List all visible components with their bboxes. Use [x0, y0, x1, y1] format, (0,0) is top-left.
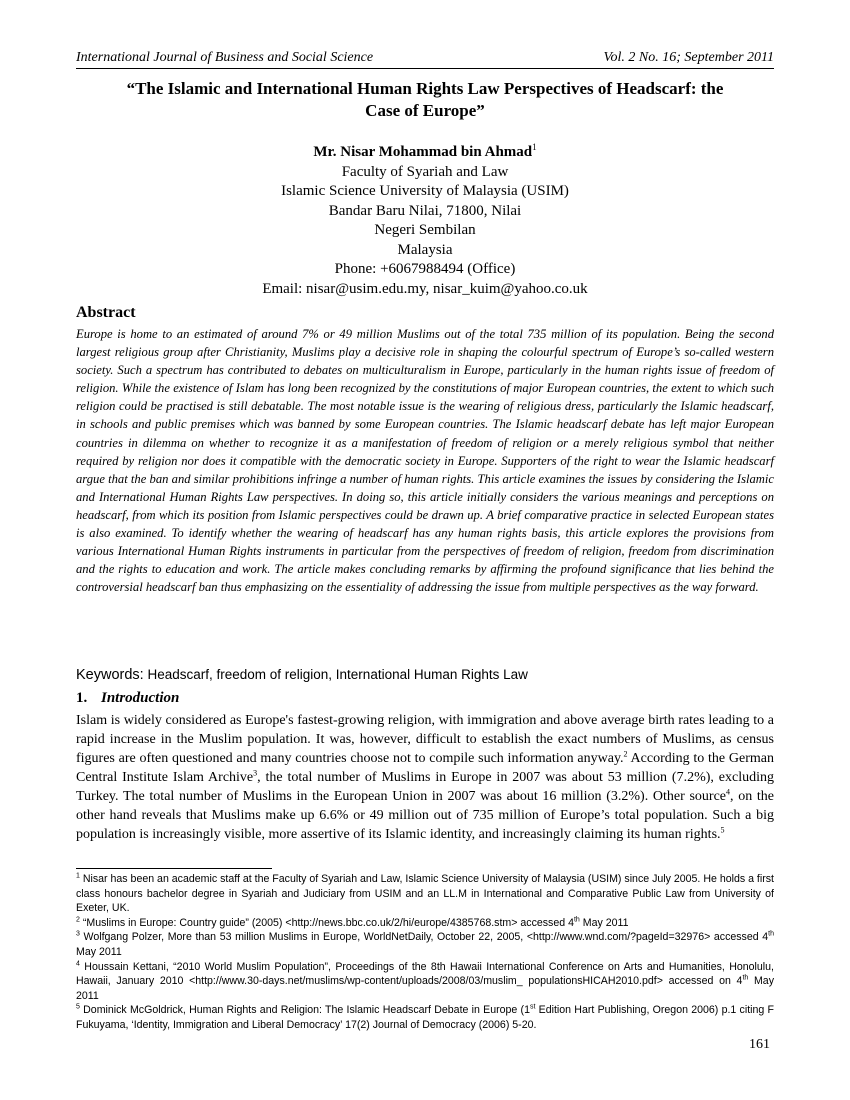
footnote-ref-5: 5	[720, 825, 725, 835]
footnote-mark-3: 3	[76, 930, 80, 938]
affiliation-faculty: Faculty of Syariah and Law	[341, 163, 509, 180]
title-line-2: Case of Europe”	[365, 101, 485, 120]
footnote-text-1: Nisar has been an academic staff at the Faculty of Syariah and Law, Islamic Science University of Malaysia (USIM) since July 2005. He holds a first class honours bachelor degree in Syariah and Judiciary from USIM and an LL.M in International and Comparative Public Law from University of Exeter, UK.	[76, 873, 774, 915]
affiliation-state: Negeri Sembilan	[374, 222, 476, 238]
affiliation-country: Malaysia	[397, 241, 453, 258]
affiliation-university: Islamic Science University of Malaysia (USIM)	[281, 183, 569, 199]
footnote-divider	[76, 868, 272, 869]
footnote-5	[76, 1003, 774, 1032]
section-number: 1.	[76, 690, 88, 706]
footnote-mark-5: 5	[76, 1003, 80, 1011]
footnote-mark-4: 4	[76, 960, 80, 968]
author-email: Email: nisar@usim.edu.my, nisar_kuim@yahoo.co.uk	[262, 280, 588, 297]
intro-text-2: According to the German Central Institute Islam Archive	[76, 751, 774, 785]
section-title: Introduction	[101, 690, 180, 706]
page-number: 161	[749, 1037, 770, 1052]
footnote-1	[76, 872, 774, 916]
footnote-mark-1: 1	[76, 872, 80, 880]
footnotes	[76, 872, 774, 1033]
footnote-text-3a: Wolfgang Polzer, More than 53 million Muslims in Europe, WorldNetDaily, October 22, 2005, <http://www.wnd.com/?pageId=32976> accessed 4	[79, 931, 769, 944]
section-heading-introduction	[76, 688, 179, 708]
abstract-heading: Abstract	[76, 304, 136, 321]
footnote-text-2b: May 2011	[579, 916, 629, 929]
author-phone: Phone: +6067988494 (Office)	[334, 261, 516, 277]
intro-text-3: , the total number of Muslims in Europe in 2007 was about 53 million (7.2%), excluding Turkey. The total number of Muslims in the European Union in 2007 was about 16 million (3.2%). Other source	[76, 770, 774, 804]
footnote-text-4b: May 2011	[76, 975, 774, 1002]
author-name-line	[76, 138, 774, 163]
journal-name: International Journal of Business and Social Science	[76, 50, 374, 65]
affiliation-address: Bandar Baru Nilai, 71800, Nilai	[328, 202, 522, 219]
keywords-text: Headscarf, freedom of religion, International Human Rights Law	[143, 667, 528, 682]
introduction-body	[76, 711, 774, 844]
intro-text-1: Islam is widely considered as Europe's fastest-growing religion, with immigration and above average birth rates leading to a rapid increase in the Muslim population. It was, however, difficult to establish the exact numbers of Muslims, as census figures are often questioned and many countries choose not to compile such information anyway.	[76, 713, 774, 766]
intro-text-4: , on the other hand reveals that Muslims make up 6.6% or 49 million out of 735 million of Europe’s total population. Such a big population is increasingly visible, more assertive of its Islamic identity, and increasingly claiming its human rights.	[76, 789, 774, 842]
footnote-text-4a: Houssain Kettani, “2010 World Muslim Population”, Proceedings of the 8th Hawaii International Conference on Arts and Humanities, Honolulu, Hawaii, January 2010 <http://www.30-days.net/muslims/wp-content/uploads/2008/03/muslim_ populationsHICAH2010.pdf> accessed on 4	[76, 960, 774, 988]
footnote-text-3b: May 2011	[76, 945, 122, 958]
footnote-ordinal-2: th	[573, 916, 580, 924]
footnote-text-5a: Dominick McGoldrick, Human Rights and Religion: The Islamic Headscarf Debate in Europe (1	[79, 1004, 530, 1017]
abstract-text: Europe is home to an estimated of around 7% or 49 million Muslims out of the total 735 million of its population. Being the second largest religious group after Christianity, Muslims play a decisive role in shaping the colourful spectrum of Europe’s so-called western society. Such a spectrum has contributed to debates on multiculturalism in Europe, particularly in the human rights issue of freedom of religion. While the existence of Islam has long been recognized by the constitutions of major European countries, the extent to which such religion could be practised is still debatable. The most notable issue is the wearing of religious dress, particularly the Islamic headscarf, in schools and public premises which was banned by some European countries. The Islamic headscarf debate has left major European countries in dilemma on whether to recognize it as a manifestation of freedom of religion or a merely religious symbol that neither required by religion nor does it compatible with the democratic society in Europe. Supporters of the right to wear the Islamic headscarf argue that the ban and similar prohibitions infringe a number of human rights. This article examines the issues by considering the Islamic and International Human Rights Law perspectives. In doing so, this article initially considers the various meanings and perceptions on headscarf, from which its position from Islamic perspectives could be drawn up. A brief comparative practice in selected European states is also examined. To identify whether the wearing of headscarf has any human rights basis, this article explores the provisions from various International Human Rights instruments in particular from the perspectives of freedom of religion, freedom from discrimination and the rights to education and work. The article makes concluding remarks by affirming the profound significance that lies behind the controversial headscarf ban thus emphasizing on the essentiality of addressing the issue from multiple perspectives as the way forward.	[76, 327, 774, 595]
keywords-line	[76, 665, 774, 685]
title-line-1: “The Islamic and International Human Rights Law Perspectives of Headscarf: the	[126, 79, 724, 98]
header-divider	[76, 68, 774, 69]
footnote-2	[76, 916, 774, 931]
author-name: Mr. Nisar Mohammad bin Ahmad	[313, 144, 533, 160]
footnote-ref-2: 2	[623, 749, 628, 759]
author-footnote-mark: 1	[532, 142, 537, 152]
issue-info: Vol. 2 No. 16; September 2011	[603, 50, 774, 65]
abstract-body	[76, 325, 774, 596]
author-block	[76, 138, 774, 299]
footnote-ordinal-3: th	[768, 930, 774, 938]
footnote-text-2a: “Muslims in Europe: Country guide” (2005) <http://news.bbc.co.uk/2/hi/europe/4385768.stm> accessed 4	[79, 916, 574, 929]
footnote-mark-2: 2	[76, 916, 80, 924]
introduction-paragraph	[76, 711, 774, 844]
footnote-ref-4: 4	[726, 787, 731, 797]
keywords-label: Keywords:	[76, 667, 144, 683]
footnote-ordinal-4: th	[742, 974, 749, 982]
paper-title	[76, 78, 774, 122]
footnote-3	[76, 930, 774, 959]
footnote-4	[76, 960, 774, 1004]
footnote-ordinal-5: st	[529, 1003, 536, 1011]
footnote-ref-3: 3	[253, 768, 258, 778]
footnote-text-5b: Edition Hart Publishing, Oregon 2006) p.1 citing F Fukuyama, ‘Identity, Immigration and Liberal Democracy’ 17(2) Journal of Democracy (2006) 5-20.	[76, 1004, 774, 1031]
